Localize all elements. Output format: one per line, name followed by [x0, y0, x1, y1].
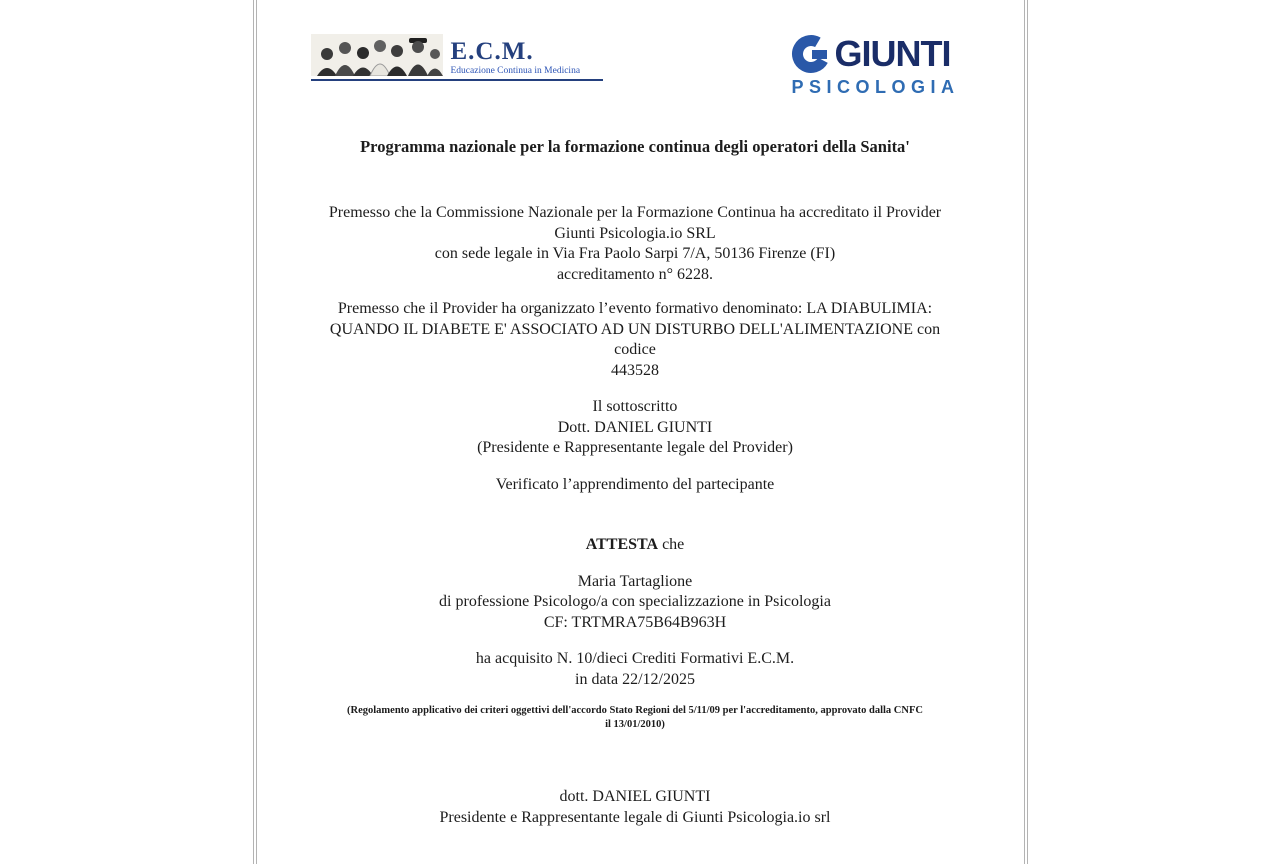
participant-fiscal-code: CF: TRTMRA75B64B963H [543, 613, 727, 631]
regulation-note [311, 704, 960, 731]
signature-role: Presidente e Rappresentante legale di Giunti Psicologia.io srl [439, 808, 831, 826]
text-line: Dott. DANIEL GIUNTI [557, 418, 713, 436]
text-line: Verificato l’apprendimento del partecipante [495, 475, 775, 493]
verification-line [311, 475, 960, 496]
text-line: (Presidente e Rappresentante legale del Provider) [477, 439, 793, 456]
credits-date: in data 22/12/2025 [575, 670, 695, 688]
text-line: con sede legale in Via Fra Paolo Sarpi 7/A, 50136 Firenze (FI) [434, 245, 836, 262]
text-line: accreditamento n° 6228. [556, 265, 714, 283]
text-line: Giunti Psicologia.io SRL [554, 224, 716, 242]
giunti-logo-name: GIUNTI [834, 33, 951, 74]
document-page-outer [253, 0, 1028, 864]
giunti-psicologia-logo [791, 34, 959, 98]
ecm-logo-title: E.C.M. [450, 38, 534, 65]
giunti-g-icon [791, 34, 831, 74]
ecm-logo-subtitle: Educazione Continua in Medicina [450, 66, 581, 76]
premise-event [311, 299, 960, 381]
text-line: (Regolamento applicativo dei criteri oggettivi dell'accordo Stato Regioni del 5/11/09 per l'accreditamento, approvato dalla CNFC [347, 705, 923, 716]
participant-block [311, 572, 960, 634]
text-line: Premesso che la Commissione Nazionale per la Formazione Continua ha accreditato il Provider [328, 204, 942, 221]
signature-name: dott. DANIEL GIUNTI [559, 788, 711, 805]
participant-name: Maria Tartaglione [577, 572, 693, 590]
text-line: Premesso che il Provider ha organizzato l’evento formativo denominato: LA DIABULIMIA: [337, 300, 933, 317]
premise-accreditation [311, 203, 960, 285]
credits-line: ha acquisito N. 10/dieci Crediti Formativi E.C.M. [475, 650, 795, 667]
ecm-logo [311, 34, 603, 81]
attesta-rest: che [658, 536, 685, 553]
giunti-logo-row [791, 34, 950, 74]
signature-block [311, 787, 960, 828]
certificate-title: Programma nazionale per la formazione continua degli operatori della Sanita' [360, 137, 910, 156]
credits-block [311, 649, 960, 690]
ecm-logo-text [451, 34, 581, 76]
text-line: Il sottoscritto [592, 398, 678, 415]
attesta-keyword: ATTESTA [585, 536, 659, 553]
text-line: il 13/01/2010) [605, 718, 665, 730]
participant-profession: di professione Psicologo/a con specializzazione in Psicologia [439, 593, 831, 610]
header [311, 33, 960, 97]
certificate-page [256, 0, 1025, 864]
attesta-line [311, 535, 960, 556]
text-line: QUANDO IL DIABETE E' ASSOCIATO AD UN DISTURBO DELL'ALIMENTAZIONE con codice [329, 320, 941, 358]
giunti-logo-division: PSICOLOGIA [791, 77, 960, 97]
text-line: 443528 [611, 361, 659, 379]
signatory-block [311, 397, 960, 459]
ecm-people-photo-icon [311, 34, 443, 76]
